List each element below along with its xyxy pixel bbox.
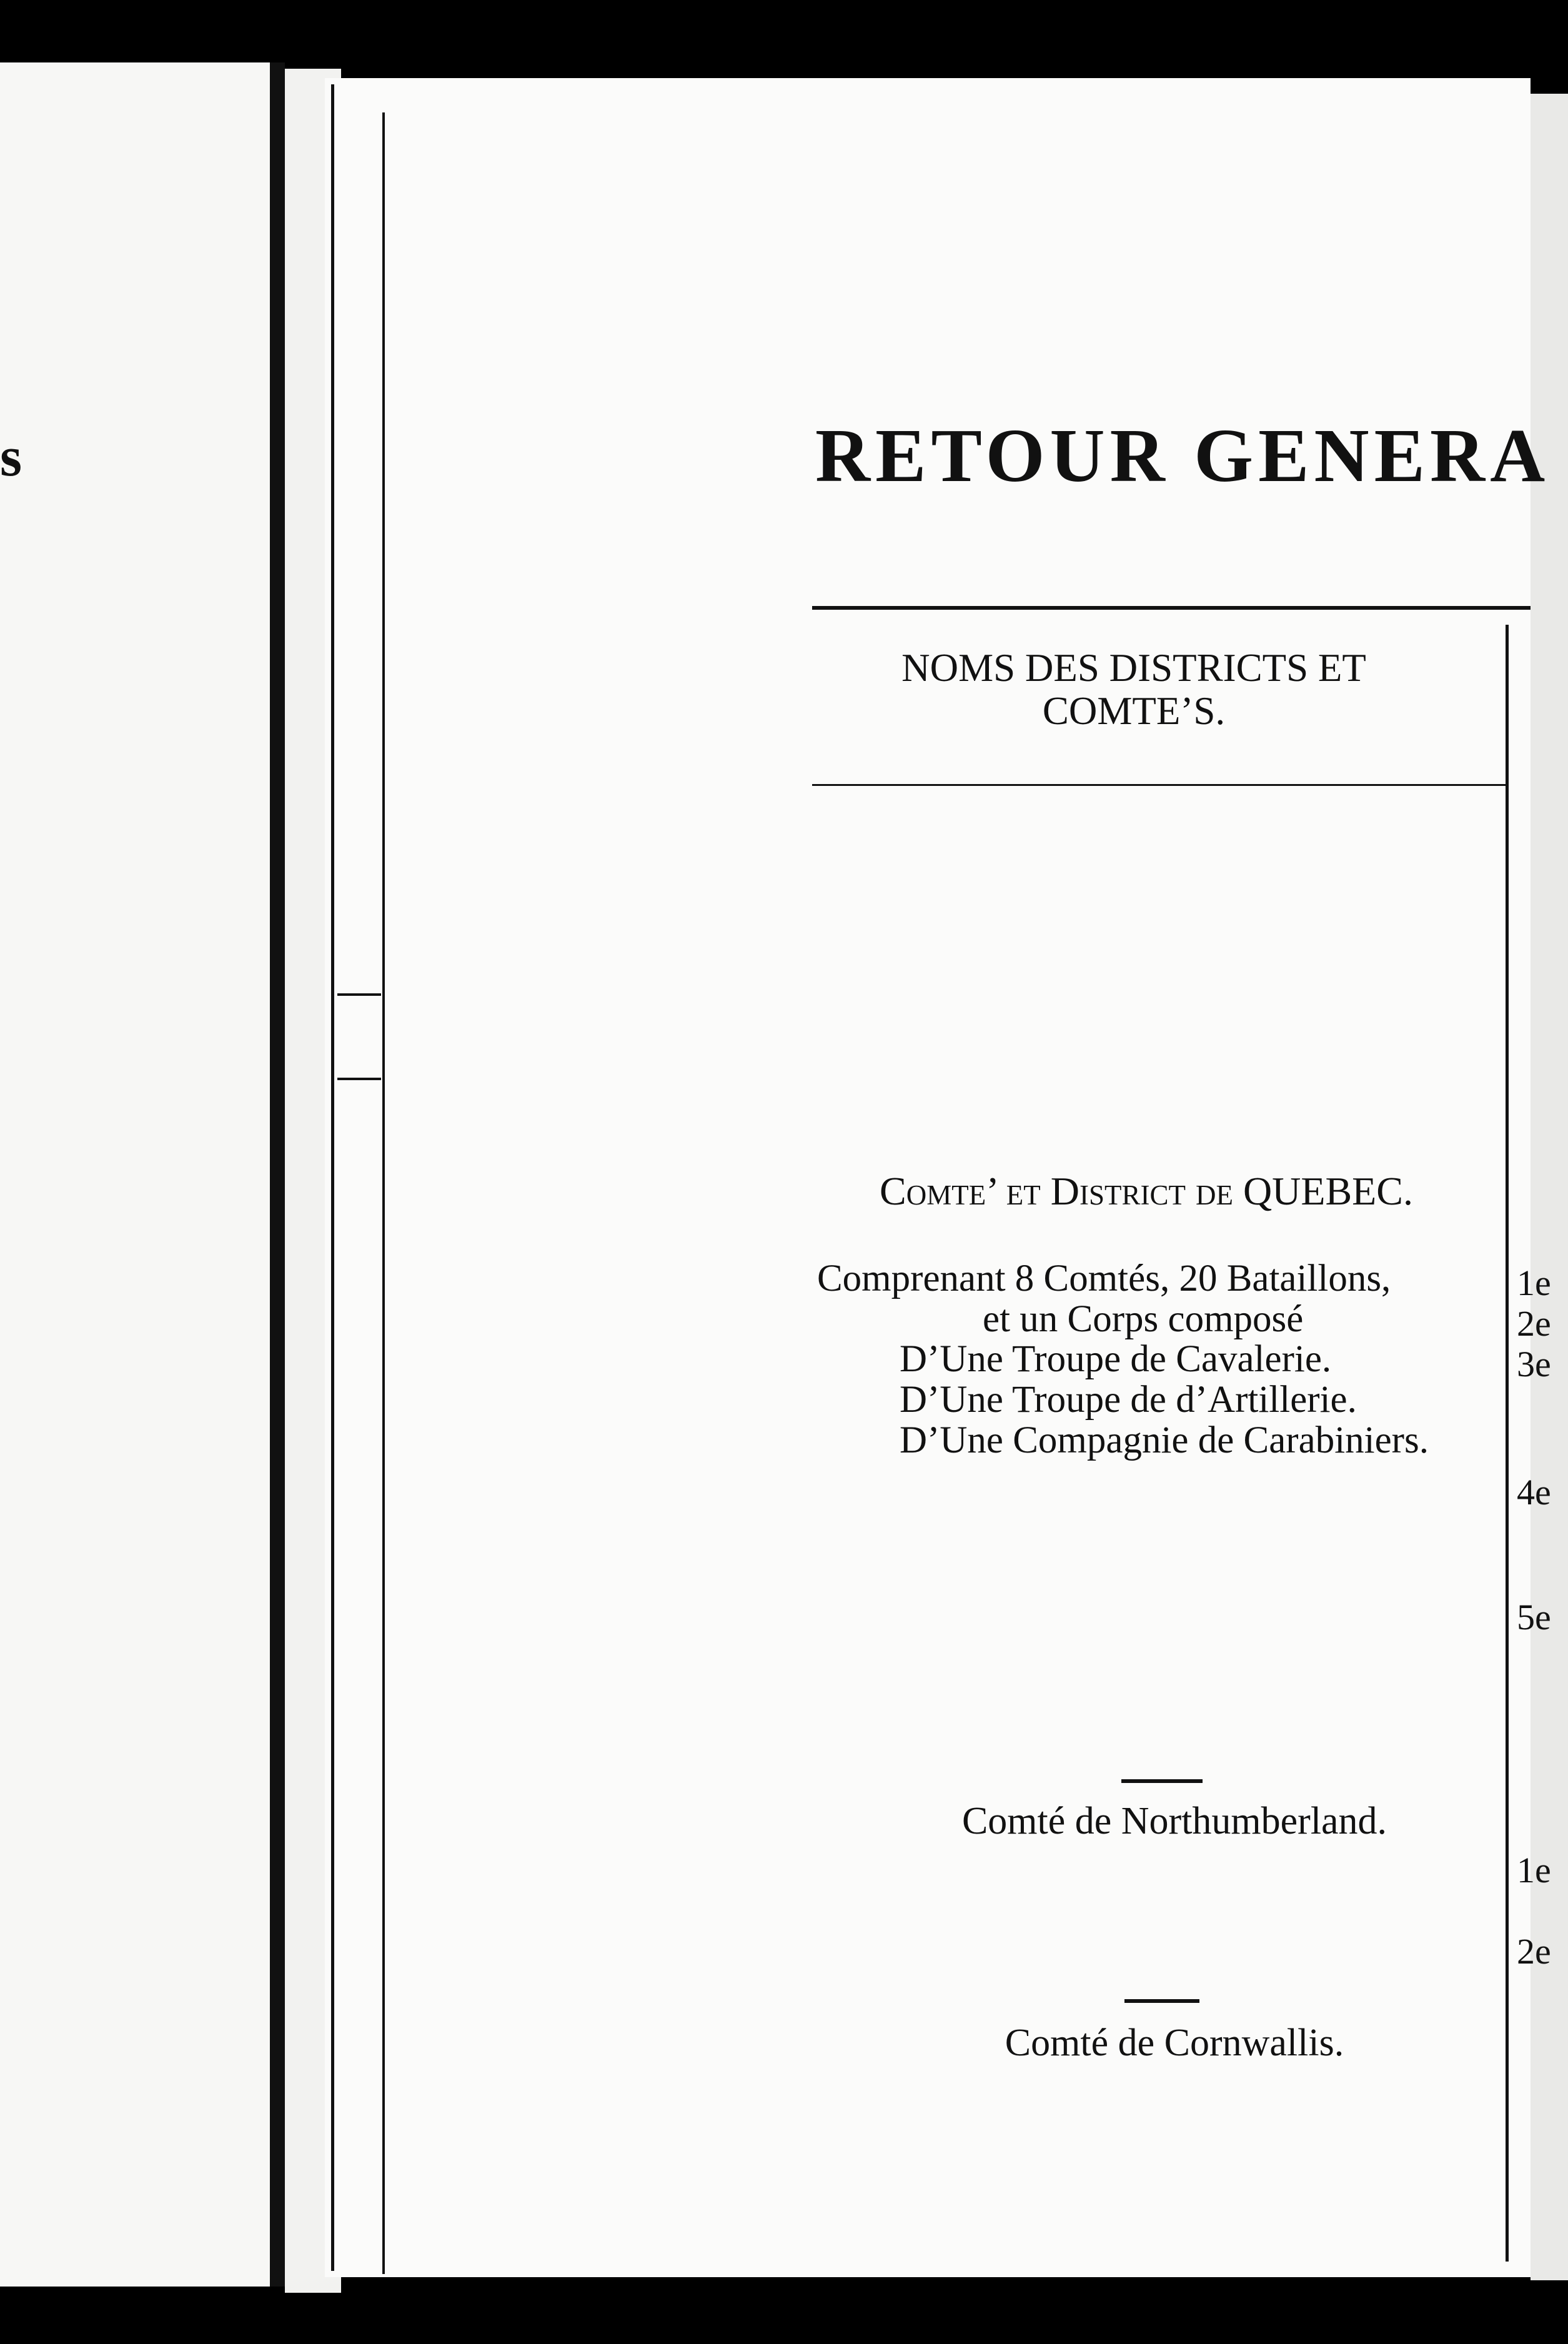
composition-line: et un Corps composé <box>983 1298 1304 1340</box>
header-top-rule <box>812 606 1531 610</box>
side-label: 3e <box>1517 1344 1551 1384</box>
book-gutter <box>270 62 285 2287</box>
side-label: 5e <box>1517 1597 1551 1637</box>
side-label: 1e <box>1517 1263 1551 1303</box>
comte-northumberland: Comté de Northumberland. <box>961 1800 1387 1842</box>
margin-tick <box>337 1078 381 1080</box>
margin-rule <box>331 84 334 2271</box>
side-label: 4e <box>1517 1472 1551 1512</box>
comte-cornwallis: Comté de Cornwallis. <box>1005 2022 1344 2064</box>
composition-line: D’Une Troupe de Cavalerie. <box>900 1338 1332 1381</box>
section-dash <box>1124 1999 1199 2003</box>
margin-tick <box>337 993 381 996</box>
composition-line: D’Une Compagnie de Carabiniers. <box>900 1419 1429 1461</box>
column-rule <box>1506 625 1509 2262</box>
quebec-heading: Comte’ et District de QUEBEC. <box>880 1169 1413 1213</box>
side-label: 2e <box>1517 1303 1551 1344</box>
composition-block <box>817 1259 1429 1461</box>
column-header <box>815 647 1452 733</box>
header-bottom-rule <box>812 784 1506 786</box>
page-title: RETOUR GENERA <box>815 414 1551 498</box>
section-dash <box>1121 1779 1203 1783</box>
column-header-line2: COMTE’S. <box>1042 689 1226 733</box>
side-label: 1e <box>1517 1850 1551 1890</box>
composition-line: Comprenant 8 Comtés, 20 Bataillons, <box>817 1258 1391 1299</box>
left-page <box>0 62 270 2287</box>
left-page-fragment: s <box>0 426 22 488</box>
side-label: 2e <box>1517 1931 1551 1972</box>
composition-line: D’Une Troupe de d’Artillerie. <box>900 1378 1357 1421</box>
margin-rule-inner <box>382 112 385 2274</box>
column-header-line1: NOMS DES DISTRICTS ET <box>901 646 1366 690</box>
